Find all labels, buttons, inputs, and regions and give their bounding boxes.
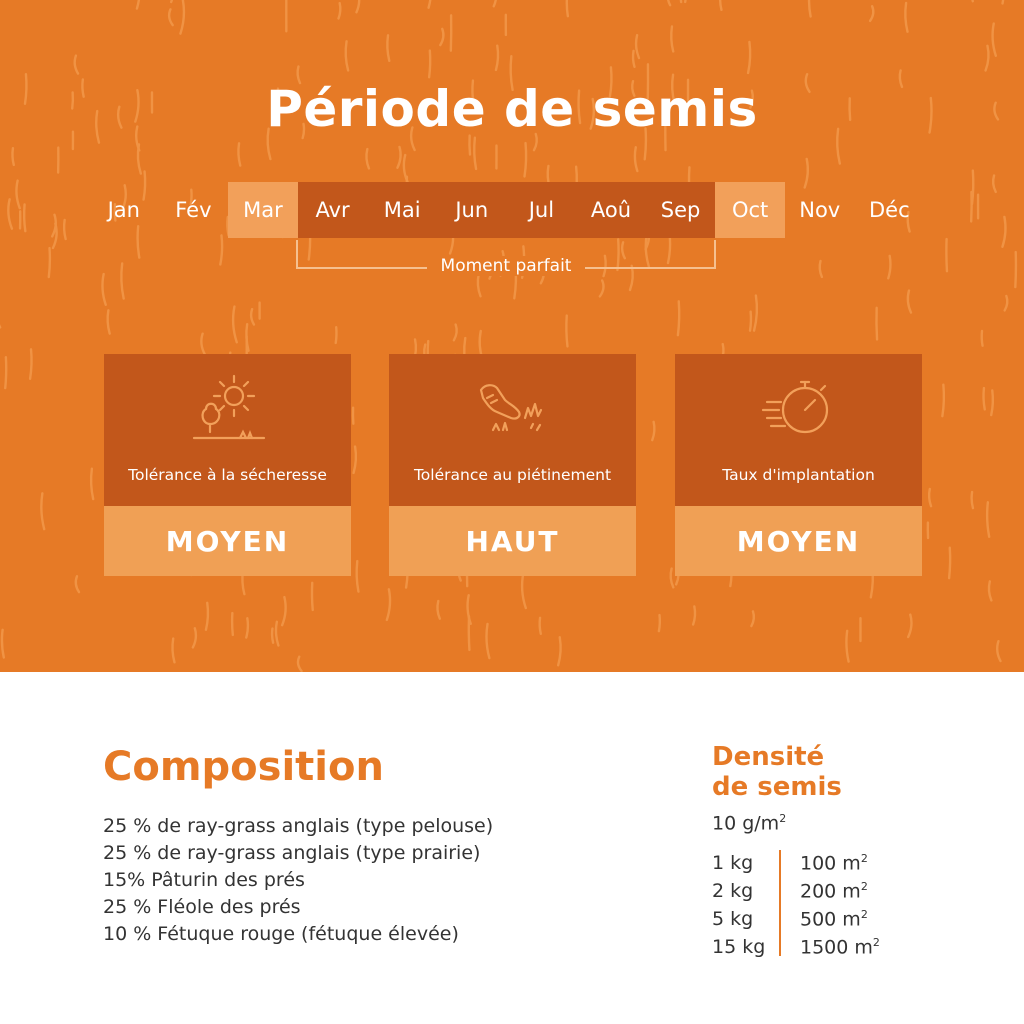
card-value: MOYEN	[104, 506, 351, 576]
month-may: Mai	[367, 182, 437, 238]
grass-stroke	[429, 51, 430, 78]
grass-stroke	[558, 637, 560, 665]
grass-stroke	[750, 312, 751, 331]
density-row: 1 kg 100 $m^2$	[712, 851, 868, 875]
grass-stroke	[12, 148, 13, 165]
grass-stroke	[397, 147, 400, 168]
grass-stroke	[984, 388, 985, 409]
grass-stroke	[809, 0, 811, 16]
grass-stroke	[469, 136, 470, 155]
grass-stroke	[437, 601, 439, 619]
grass-stroke	[567, 0, 568, 16]
grass-stroke	[671, 569, 674, 588]
grass-stroke	[820, 261, 822, 277]
grass-stroke	[876, 308, 877, 340]
grass-stroke	[496, 46, 498, 70]
grass-stroke	[171, 0, 175, 2]
perfect-period-label: Moment parfait	[296, 256, 716, 276]
stopwatch-icon	[759, 368, 839, 448]
month-jul: Jul	[507, 182, 577, 238]
grass-stroke	[172, 639, 174, 663]
density-rate: 10 $g/m^2$	[712, 812, 787, 835]
grass-stroke	[298, 657, 302, 671]
shoe-grass-icon	[473, 368, 553, 448]
month-jan: Jan	[107, 198, 140, 222]
grass-stroke	[346, 41, 348, 70]
grass-stroke	[108, 310, 110, 333]
grass-stroke	[991, 390, 993, 415]
grass-stroke	[987, 502, 989, 536]
grass-stroke	[193, 628, 196, 647]
month-jun: Jun	[437, 182, 507, 238]
grass-stroke	[233, 307, 237, 343]
grass-stroke	[454, 325, 457, 341]
grass-stroke	[52, 215, 56, 237]
grass-stroke	[846, 631, 848, 662]
list-item: 25 % de ray-grass anglais (type prairie)	[103, 842, 481, 864]
grass-stroke	[748, 42, 750, 73]
month-apr: Avr	[298, 182, 368, 238]
card-value: MOYEN	[675, 506, 922, 576]
grass-stroke	[652, 422, 654, 440]
grass-stroke	[986, 46, 989, 71]
list-item: 25 % Fléole des prés	[103, 896, 301, 918]
grass-stroke	[138, 144, 141, 173]
month-oct: Oct	[715, 182, 785, 238]
grass-stroke	[993, 176, 996, 192]
month-aug: Aoû	[576, 182, 646, 238]
grass-stroke	[137, 0, 140, 9]
grass-stroke	[1015, 252, 1016, 287]
grass-stroke	[357, 561, 359, 591]
list-item: 10 % Fétuque rouge (fétuque élevée)	[103, 923, 459, 945]
grass-stroke	[720, 0, 721, 10]
card-label: Tolérance à la sécheresse	[128, 466, 327, 484]
grass-stroke	[754, 296, 757, 331]
grass-stroke	[232, 613, 233, 635]
grass-stroke	[121, 263, 123, 298]
grass-stroke	[312, 583, 313, 610]
grass-stroke	[246, 618, 248, 637]
grass-stroke	[169, 9, 173, 25]
grass-stroke	[238, 143, 240, 165]
density-table	[712, 849, 880, 961]
grass-stroke	[387, 35, 389, 60]
grass-stroke	[997, 641, 1000, 661]
grass-stroke	[366, 149, 369, 168]
grass-stroke	[5, 357, 6, 388]
grass-stroke	[180, 0, 184, 34]
card-establishment-rate	[675, 354, 922, 576]
grass-stroke	[525, 143, 527, 176]
grass-stroke	[16, 181, 19, 209]
grass-stroke	[282, 597, 286, 625]
grass-stroke	[636, 35, 639, 58]
grass-stroke	[942, 385, 944, 416]
grass-stroke	[474, 138, 476, 169]
grass-stroke	[276, 622, 278, 646]
grass-stroke	[678, 301, 679, 335]
composition-list	[103, 813, 493, 948]
grass-stroke	[404, 155, 408, 182]
grass-stroke	[206, 603, 208, 630]
grass-stroke	[993, 24, 996, 56]
grass-stroke	[693, 606, 695, 624]
page-title: Période de semis	[266, 80, 758, 138]
grass-stroke	[668, 0, 670, 5]
grass-stroke	[24, 204, 25, 231]
density-title: Densité de semis	[712, 742, 842, 802]
grass-stroke	[870, 6, 873, 21]
grass-stroke	[971, 0, 972, 1]
grass-stroke	[201, 334, 205, 355]
grass-stroke	[949, 548, 950, 578]
grass-stroke	[659, 615, 660, 631]
grass-stroke	[75, 56, 78, 74]
card-value: HAUT	[389, 506, 636, 576]
grass-stroke	[946, 239, 947, 271]
card-label: Tolérance au piétinement	[413, 466, 612, 484]
grass-stroke	[486, 624, 489, 658]
grass-stroke	[522, 573, 526, 608]
grass-stroke	[440, 29, 443, 45]
grass-stroke	[41, 493, 44, 529]
grass-stroke	[272, 629, 273, 643]
grass-stroke	[387, 589, 390, 620]
grass-stroke	[336, 327, 337, 343]
grass-stroke	[220, 235, 222, 264]
card-label: Taux d'implantation	[722, 466, 875, 484]
month-dec: Déc	[869, 198, 910, 222]
grass-stroke	[30, 349, 31, 379]
grass-stroke	[671, 26, 673, 51]
grass-stroke	[680, 0, 681, 2]
list-item: 15% Pâturin des prés	[103, 869, 305, 891]
density-row: 15 kg 1500 $m^2$	[712, 935, 880, 959]
grass-stroke	[751, 611, 753, 626]
grass-stroke	[600, 280, 604, 296]
grass-stroke	[685, 0, 686, 2]
grass-stroke	[540, 618, 541, 634]
grass-stroke	[566, 316, 567, 347]
grass-stroke	[905, 3, 907, 32]
composition-title: Composition	[103, 744, 384, 790]
grass-stroke	[76, 576, 79, 592]
grass-stroke	[494, 0, 496, 6]
grass-stroke	[1003, 0, 1004, 3]
grass-stroke	[989, 581, 991, 600]
grass-stroke	[908, 615, 911, 637]
month-feb: Fév	[175, 198, 212, 222]
card-drought-tolerance	[104, 354, 351, 576]
grass-stroke	[635, 147, 637, 171]
grass-stroke	[91, 469, 93, 499]
grass-stroke	[888, 256, 890, 278]
list-item: 25 % de ray-grass anglais (type pelouse)	[103, 815, 494, 837]
density-row: 2 kg 200 $m^2$	[712, 879, 868, 903]
grass-stroke	[339, 3, 341, 18]
card-trampling-tolerance	[389, 354, 636, 576]
grass-stroke	[49, 248, 50, 277]
grass-stroke	[1005, 296, 1008, 310]
grass-stroke	[356, 0, 359, 12]
grass-stroke	[972, 492, 973, 508]
sun-tree-icon	[188, 368, 268, 448]
grass-stroke	[929, 489, 931, 506]
grass-stroke	[102, 274, 105, 305]
month-nov: Nov	[799, 198, 841, 222]
grass-stroke	[354, 447, 356, 473]
month-mar: Mar	[228, 182, 298, 238]
grass-stroke	[478, 274, 481, 296]
density-row: 5 kg 500 $m^2$	[712, 907, 868, 931]
grass-stroke	[982, 331, 983, 346]
month-sep: Sep	[646, 182, 716, 238]
grass-stroke	[908, 291, 911, 313]
grass-stroke	[1002, 217, 1005, 247]
month-strip	[89, 182, 924, 238]
grass-stroke	[633, 51, 634, 67]
grass-stroke	[429, 0, 431, 8]
grass-stroke	[8, 199, 12, 228]
grass-stroke	[2, 630, 4, 658]
grass-stroke	[251, 309, 254, 324]
grass-stroke	[64, 220, 66, 239]
